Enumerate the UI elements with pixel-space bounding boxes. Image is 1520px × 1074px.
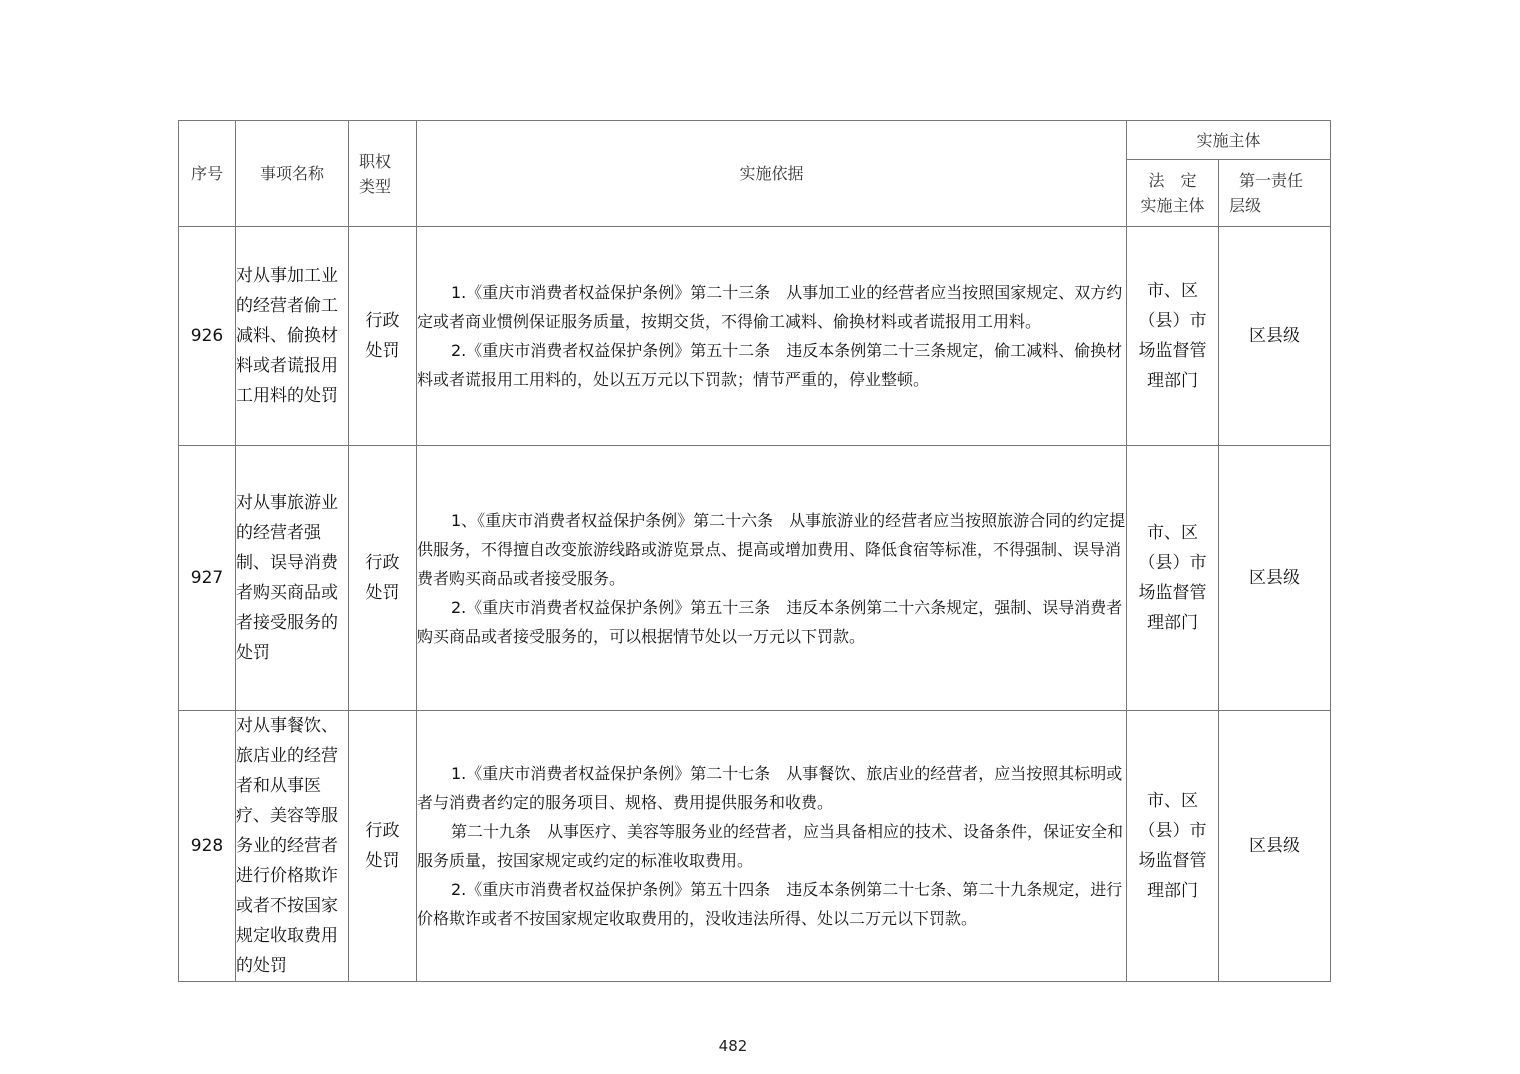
header-legal-subject — [1127, 160, 1219, 227]
basis-paragraph: 2.《重庆市消费者权益保护条例》第五十三条 违反本条例第二十六条规定，强制、误导消费者购买商品或者接受服务的，可以根据情节处以一万元以下罚款。 — [417, 597, 1123, 646]
basis-paragraph: 2.《重庆市消费者权益保护条例》第五十四条 违反本条例第二十七条、第二十九条规定，进行价格欺诈或者不按国家规定收取费用的，没收违法所得、处以二万元以下罚款。 — [417, 880, 1123, 928]
row-level: 区县级 — [1219, 711, 1331, 982]
row-level: 区县级 — [1219, 446, 1331, 711]
row-basis — [417, 711, 1127, 982]
row-seq: 927 — [179, 446, 236, 711]
header-basis: 实施依据 — [417, 121, 1127, 227]
header-subject-group: 实施主体 — [1127, 121, 1331, 160]
basis-paragraph: 1.《重庆市消费者权益保护条例》第二十七条 从事餐饮、旅店业的经营者，应当按照其标明或者与消费者约定的服务项目、规格、费用提供服务和收费。 — [417, 764, 1123, 812]
row-type-line2: 处罚 — [365, 341, 400, 361]
basis-paragraph: 1.《重庆市消费者权益保护条例》第二十三条 从事加工业的经营者应当按照国家规定、双方约定或者商业惯例保证服务质量，按期交货，不得偷工减料、偷换材料或者谎报用工用料。 — [417, 283, 1123, 331]
table-row — [179, 446, 1331, 711]
row-legal-subject-text: 市、区（县）市场监督管理部门 — [1138, 523, 1207, 633]
row-type-line1: 行政 — [365, 311, 400, 331]
header-type — [349, 121, 417, 227]
row-legal-subject-text: 市、区（县）市场监督管理部门 — [1138, 791, 1207, 901]
basis-paragraph: 2.《重庆市消费者权益保护条例》第五十二条 违反本条例第二十三条规定，偷工减料、偷换材料或者谎报用工用料的，处以五万元以下罚款；情节严重的，停业整顿。 — [417, 341, 1123, 389]
row-basis — [417, 446, 1127, 711]
row-name: 对从事旅游业的经营者强制、误导消费者购买商品或者接受服务的处罚 — [236, 446, 349, 711]
header-seq: 序号 — [179, 121, 236, 227]
row-type-line1: 行政 — [365, 553, 400, 573]
row-basis — [417, 227, 1127, 446]
page-number: 482 — [718, 1037, 748, 1055]
header-name: 事项名称 — [236, 121, 349, 227]
row-type — [349, 711, 417, 982]
basis-paragraph: 第二十九条 从事医疗、美容等服务业的经营者，应当具备相应的技术、设备条件，保证安全和服务质量，按国家规定或约定的标准收取费用。 — [417, 822, 1124, 870]
row-seq: 926 — [179, 227, 236, 446]
header-level-line1: 第一责任 — [1239, 171, 1304, 190]
row-name: 对从事加工业的经营者偷工减料、偷换材料或者谎报用工用料的处罚 — [236, 227, 349, 446]
enforcement-table — [178, 120, 1331, 982]
row-type-line1: 行政 — [365, 821, 400, 841]
header-legal-line1: 法 定 — [1148, 171, 1197, 190]
row-level: 区县级 — [1219, 227, 1331, 446]
row-seq: 928 — [179, 711, 236, 982]
header-level-line2: 层级 — [1229, 196, 1262, 215]
row-legal-subject — [1127, 227, 1219, 446]
table-row — [179, 711, 1331, 982]
row-type — [349, 446, 417, 711]
row-name: 对从事餐饮、旅店业的经营者和从事医疗、美容等服务业的经营者进行价格欺诈或者不按国家规定收取费用的处罚 — [236, 711, 349, 982]
row-legal-subject-text: 市、区（县）市场监督管理部门 — [1138, 281, 1207, 391]
header-row — [179, 121, 1331, 160]
table-row — [179, 227, 1331, 446]
row-legal-subject — [1127, 711, 1219, 982]
row-type-line2: 处罚 — [365, 583, 400, 603]
basis-paragraph: 1、《重庆市消费者权益保护条例》第二十六条 从事旅游业的经营者应当按照旅游合同的约定提供服务，不得擅自改变旅游线路或游览景点、提高或增加费用、降低食宿等标准，不得强制、误导消费者购买商品或者接受服务。 — [417, 510, 1126, 588]
row-type-line2: 处罚 — [365, 851, 400, 871]
header-legal-line2: 实施主体 — [1140, 196, 1205, 215]
header-level — [1219, 160, 1331, 227]
header-type-text: 职权类型 — [359, 151, 392, 196]
row-type — [349, 227, 417, 446]
row-legal-subject — [1127, 446, 1219, 711]
